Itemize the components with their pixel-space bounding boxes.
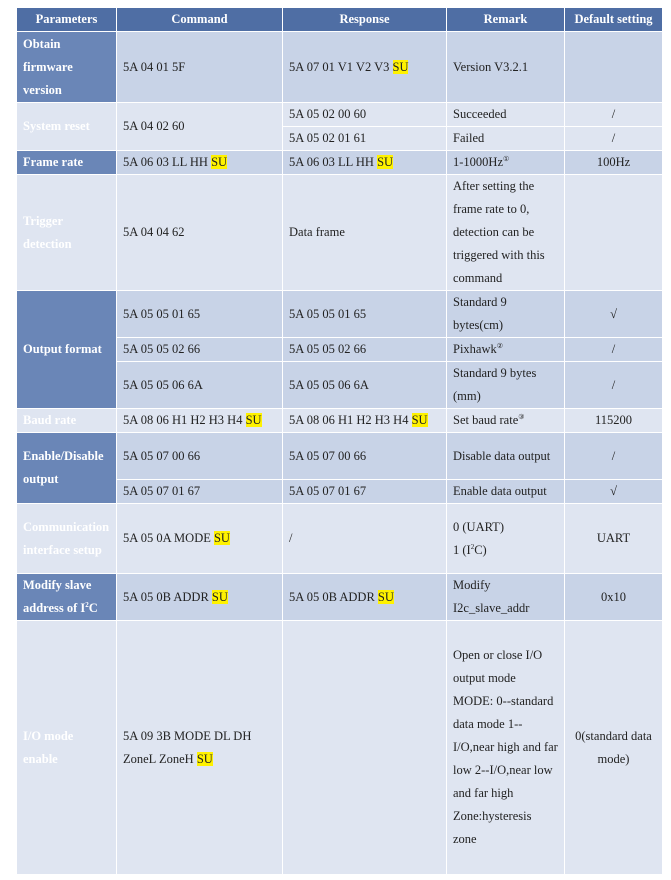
remark-baud: Set baud rate③: [447, 409, 565, 433]
footnote-1: ①: [503, 155, 510, 163]
resp-enable-2: 5A 05 07 01 67: [283, 480, 447, 504]
cmd-firmware: 5A 04 01 5F: [117, 32, 283, 103]
param-slave: Modify slave address of $I^2C$: [17, 574, 117, 621]
resp-reset-2: 5A 05 02 01 61: [283, 127, 447, 151]
resp-framerate: 5A 06 03 LL HH SU: [283, 151, 447, 175]
su-highlight: SU: [213, 531, 230, 545]
remark-output-1: Standard 9 bytes(cm): [447, 291, 565, 338]
table-row: [17, 621, 663, 875]
remark-reset-1: Succeeded: [447, 103, 565, 127]
su-highlight: SU: [211, 589, 228, 604]
default-enable-2: √: [565, 480, 663, 504]
footnote-2: ②: [496, 342, 504, 350]
param-baud: Baud rate: [17, 409, 117, 433]
param-enable: Enable/Disable output: [17, 433, 117, 504]
su-highlight: SU: [196, 751, 213, 766]
table-row: [17, 291, 663, 338]
table-row: [17, 574, 663, 621]
default-comm: UART: [565, 504, 663, 574]
remark-reset-2: Failed: [447, 127, 565, 151]
cmd-baud: 5A 08 06 H1 H2 H3 H4 SU: [117, 409, 283, 433]
table-row: [17, 175, 663, 291]
header-default: Default setting: [565, 8, 663, 32]
default-enable-1: /: [565, 433, 663, 480]
remark-enable-1: Disable data output: [447, 433, 565, 480]
default-trigger: [565, 175, 663, 291]
resp-output-2: 5A 05 05 02 66: [283, 338, 447, 362]
header-remark: Remark: [447, 8, 565, 32]
header-command: Command: [117, 8, 283, 32]
cmd-output-3: 5A 05 05 06 6A: [117, 362, 283, 409]
default-baud: 115200: [565, 409, 663, 433]
table-row: [17, 409, 663, 433]
param-comm: Communication interface setup: [17, 504, 117, 574]
resp-output-3: 5A 05 05 06 6A: [283, 362, 447, 409]
cmd-reset: 5A 04 02 60: [117, 103, 283, 151]
default-output-1: √: [565, 291, 663, 338]
param-trigger: Trigger detection: [17, 175, 117, 291]
su-highlight: SU: [392, 59, 409, 74]
param-firmware: Obtain firmware version: [17, 32, 117, 103]
default-reset-1: /: [565, 103, 663, 127]
cmd-framerate: 5A 06 03 LL HH SU: [117, 151, 283, 175]
resp-io: [283, 621, 447, 875]
default-framerate: 100Hz: [565, 151, 663, 175]
param-reset: System reset: [17, 103, 117, 151]
remark-output-3: Standard 9 bytes (mm): [447, 362, 565, 409]
table-row: [17, 504, 663, 574]
header-parameters: Parameters: [17, 8, 117, 32]
resp-comm: /: [283, 504, 447, 574]
param-framerate: Frame rate: [17, 151, 117, 175]
remark-io: Open or close I/O output mode MODE: 0--standard data mode 1--I/O,near high and far low 2--I/O,near low and far high Zone:hysteresis zone: [447, 621, 565, 875]
cmd-enable-1: 5A 05 07 00 66: [117, 433, 283, 480]
su-highlight: SU: [211, 155, 228, 169]
resp-trigger: Data frame: [283, 175, 447, 291]
resp-firmware: 5A 07 01 V1 V2 V3 SU: [283, 32, 447, 103]
default-io: 0(standard data mode): [565, 621, 663, 875]
cmd-comm: 5A 05 0A MODE SU: [117, 504, 283, 574]
cmd-output-2: 5A 05 05 02 66: [117, 338, 283, 362]
table-row: [17, 32, 663, 103]
table-row: [17, 433, 663, 480]
param-io: I/O mode enable: [17, 621, 117, 875]
remark-comm: 0 (UART) 1 $(I^2C)$: [447, 504, 565, 574]
header-response: Response: [283, 8, 447, 32]
footnote-3: ③: [518, 413, 525, 421]
default-slave: 0x10: [565, 574, 663, 621]
resp-output-1: 5A 05 05 01 65: [283, 291, 447, 338]
remark-framerate: 1-1000Hz①: [447, 151, 565, 175]
cmd-io: 5A 09 3B MODE DL DH ZoneL ZoneH SU: [117, 621, 283, 875]
remark-enable-2: Enable data output: [447, 480, 565, 504]
table-row: [17, 103, 663, 127]
header-row: [17, 8, 663, 32]
default-firmware: [565, 32, 663, 103]
cmd-slave: 5A 05 0B ADDR SU: [117, 574, 283, 621]
remark-firmware: Version V3.2.1: [447, 32, 565, 103]
default-output-2: /: [565, 338, 663, 362]
resp-slave: 5A 05 0B ADDR SU: [283, 574, 447, 621]
remark-trigger: After setting the frame rate to 0, detection can be triggered with this command: [447, 175, 565, 291]
remark-output-2: Pixhawk②: [447, 338, 565, 362]
default-output-3: /: [565, 362, 663, 409]
su-highlight: SU: [245, 413, 262, 427]
default-reset-2: /: [565, 127, 663, 151]
resp-baud: 5A 08 06 H1 H2 H3 H4 SU: [283, 409, 447, 433]
resp-reset-1: 5A 05 02 00 60: [283, 103, 447, 127]
su-highlight: SU: [377, 589, 394, 604]
cmd-trigger: 5A 04 04 62: [117, 175, 283, 291]
cmd-output-1: 5A 05 05 01 65: [117, 291, 283, 338]
cmd-enable-2: 5A 05 07 01 67: [117, 480, 283, 504]
su-highlight: SU: [377, 155, 394, 169]
su-highlight: SU: [411, 413, 428, 427]
resp-enable-1: 5A 05 07 00 66: [283, 433, 447, 480]
param-output: Output format: [17, 291, 117, 409]
command-table: [16, 7, 663, 875]
table-row: [17, 151, 663, 175]
remark-slave: Modify I2c_slave_addr: [447, 574, 565, 621]
